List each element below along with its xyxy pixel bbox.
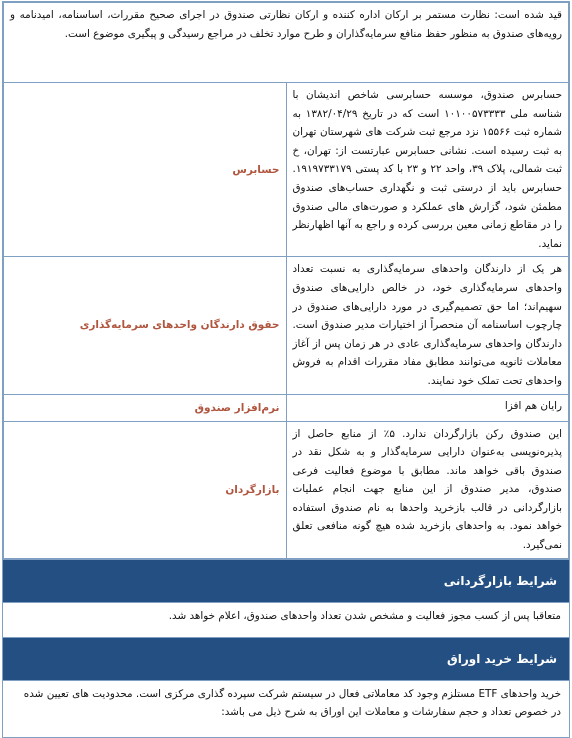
market-maker-text: این صندوق رکن بازارگردان ندارد. ۵٪ از منابع حاصل از پذیره‌نویسی به‌عنوان دارایی سرمایه‌گذار و به شکل نقد در صندوق باقی خواهد ماند. مطابق با موضوع فعالیت فرعی صندوق، مدیر صندوق از این منابع جهت انجام عملیات بازارگردانی در قالب بازخرید واحدها به نام صندوق استفاده خواهد نمود. به واحدهای بازخرید شده هیچ گونه منافعی تعلق نمی‌گیرد. — [286, 421, 569, 558]
auditor-text: حسابرس صندوق، موسسه حسابرسی شاخص اندیشان با شناسه ملی ۱۰۱۰۰۵۷۳۳۳۳ است که در تاریخ ۱۳۸۲/۰۴/۲۹ به شماره ثبت ۱۵۵۶۶ نزد مرجع ثبت شرکت های شهرستان تهران به ثبت رسیده است. نشانی حسابرس عبارتست از: تهران، خ ثبت شمالی، پلاک ۳۹، واحد ۲۲ و ۲۳ با کد پستی ۱۹۱۹۷۳۳۱۷۹. حسابرس باید از درستی ثبت و نگهداری حساب‌های صندوق مطمئن شود، گزارش های عملکرد و صورت‌های مالی صندوق را در مقاطع زمانی معین بررسی کرده و راجع به آنها اظهارنظر نماید. — [286, 83, 569, 257]
purchase-conditions-header: شرایط خرید اوراق — [3, 637, 569, 680]
auditor-label: حسابرس — [4, 83, 287, 257]
purchase-conditions-text: خرید واحدهای ETF مستلزم وجود کد معاملاتی فعال در سیستم شرکت سپرده گذاری مرکزی است. محدودیت های تعیین شده در خصوص تعداد و حجم سفارشات و معاملات این اوراق به شرح ذیل می باشد: — [3, 680, 569, 737]
fund-software-text: رایان هم افزا — [286, 394, 569, 421]
market-making-conditions-text: متعاقبا پس از کسب مجوز فعالیت و مشخص شدن تعداد واحدهای صندوق، اعلام خواهد شد. — [3, 602, 569, 637]
market-making-conditions-header: شرایط بازارگردانی — [3, 559, 569, 602]
unitholder-rights-text: هر یک از دارندگان واحدهای سرمایه‌گذاری به نسبت تعداد واحدهای سرمایه‌گذاری خود، در خالص دارایی‌های صندوق سهیم‌اند؛ اما حق تصمیم‌گیری در مورد دارایی‌های صندوق در چارچوب اساسنامه آن منحصراً از اختیارات مدیر صندوق است. دارندگان واحدهای سرمایه‌گذاری عادی در هر زمان پس از آغاز معاملات ثانویه می‌توانند مطابق مفاد مقررات اقدام به فروش واحدهای تحت تملک خود نمایند. — [286, 257, 569, 394]
fund-info-document — [2, 1, 570, 738]
table-row — [4, 257, 569, 394]
table-row — [4, 83, 569, 257]
fund-software-label: نرم‌افزار صندوق — [4, 394, 287, 421]
fund-info-table — [3, 2, 569, 559]
table-row — [4, 421, 569, 558]
unitholder-rights-label: حقوق دارندگان واحدهای سرمایه‌گذاری — [4, 257, 287, 394]
table-row — [4, 394, 569, 421]
table-row — [4, 3, 569, 83]
supervisor-duties-text: قید شده است: نظارت مستمر بر ارکان اداره کننده و ارکان نظارتی صندوق در اجرای صحیح مقررات، اساسنامه، امیدنامه و رویه‌های صندوق به منظور حفظ منافع سرمایه‌گذاران و طرح موارد تخلف در مراجع رسیدگی و پیگیری موضوع است. — [4, 3, 569, 83]
market-maker-label: بازارگردان — [4, 421, 287, 558]
